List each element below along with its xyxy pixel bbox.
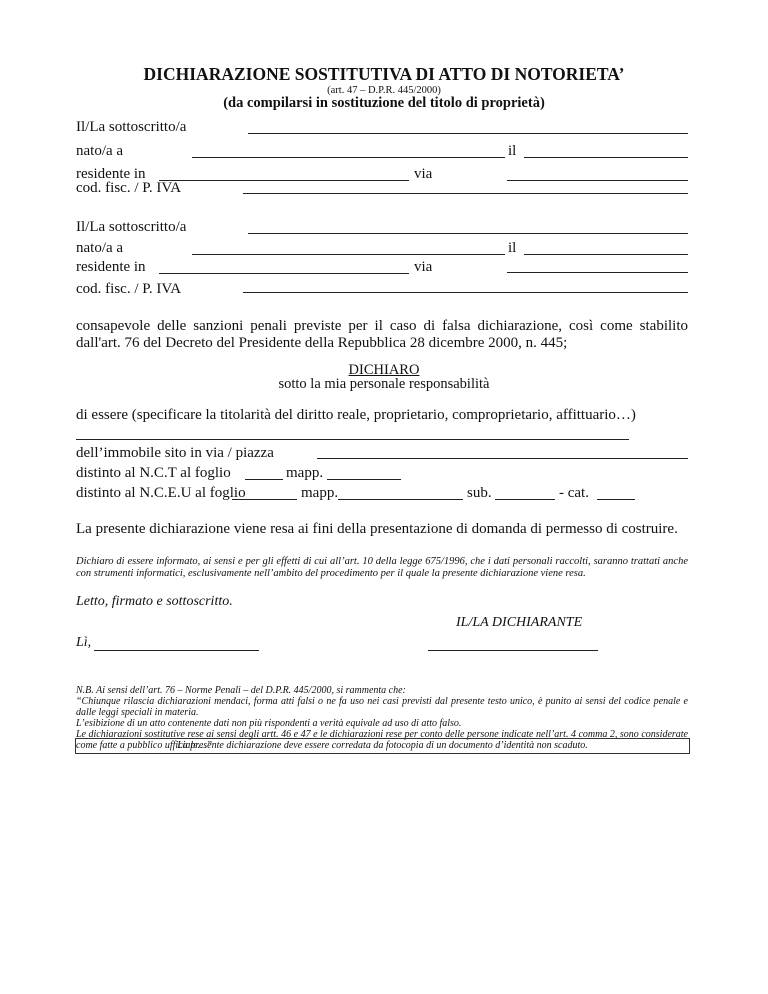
born-label: nato/a a — [76, 240, 124, 256]
name-field-line[interactable] — [248, 233, 688, 234]
street-label: via — [414, 166, 433, 182]
born-label: nato/a a — [76, 143, 124, 159]
name-field-line[interactable] — [248, 133, 688, 134]
id-document-notice-box: La presente dichiarazione deve essere corredata da fotocopia di un documento d’identità non scaduto. — [75, 738, 690, 754]
declarant-signature-label: IL/LA DICHIARANTE — [456, 615, 583, 630]
nct-label: distinto al N.C.T al foglio — [76, 465, 231, 481]
nct-sheet-field-line[interactable] — [245, 479, 283, 480]
signed-label: Il/La sottoscritto/a — [76, 219, 187, 235]
note-line-2: “Chiunque rilascia dichiarazioni mendaci, forma atti falsi o ne fa uso nei casi previsti dal presente testo unico, è punito ai sensi del codice penale e dalle leggi speciali in materia. — [76, 696, 688, 718]
note-line-4: Le dichiarazioni sostitutive rese ai sensi degli artt. 46 e 47 e le dichiarazioni rese per conto delle persone indicate nell’art. 4 comma 2, sono considerate come fatte a pubblico ufficiale…” — [76, 729, 688, 751]
tax-label: cod. fisc. / P. IVA — [76, 281, 182, 297]
place-date-field-line[interactable] — [94, 650, 259, 651]
note-line-3: L’esibizione di un atto contenente dati non più rispondenti a verità equivale ad uso di atto falso. — [76, 718, 462, 729]
residence-field-line[interactable] — [159, 180, 409, 181]
ownership-field-line[interactable] — [76, 439, 629, 440]
law-reference: (art. 47 – D.P.R. 445/2000) — [327, 85, 441, 96]
nceu-label: distinto al N.C.E.U al foglio — [76, 485, 246, 501]
read-signed-text: Letto, firmato e sottoscritto. — [76, 594, 233, 609]
sub-label: sub. — [467, 485, 492, 501]
document-subtitle: (da compilarsi in sostituzione del titolo di proprietà) — [223, 95, 545, 111]
declare-subheading: sotto la mia personale responsabilità — [278, 376, 490, 392]
birthplace-field-line[interactable] — [192, 254, 505, 255]
nct-mapp-field-line[interactable] — [327, 479, 401, 480]
signed-label: Il/La sottoscritto/a — [76, 119, 187, 135]
place-label: Lì, — [76, 635, 92, 650]
birthdate-field-line[interactable] — [524, 254, 688, 255]
address-field-line[interactable] — [317, 458, 688, 459]
signature-field-line[interactable] — [428, 650, 598, 651]
tax-field-line[interactable] — [243, 193, 688, 194]
birthdate-field-line[interactable] — [524, 157, 688, 158]
privacy-notice: Dichiaro di essere informato, ai sensi e per gli effetti di cui all’art. 10 della legge 675/1996, che i dati personali raccolti, saranno trattati anche con strumenti informatici, esclusivamente nell’ambito del procedimento per il quale la presente dichiarazione viene resa. — [76, 556, 688, 579]
nceu-mapp-label: mapp. — [301, 485, 339, 501]
note-line-1: N.B. Ai sensi dell’art. 76 – Norme Penali – del D.P.R. 445/2000, si rammenta che: — [76, 685, 406, 696]
street-label: via — [414, 259, 433, 275]
tax-label: cod. fisc. / P. IVA — [76, 180, 182, 196]
nceu-mapp-field-line[interactable] — [338, 499, 463, 500]
residence-field-line[interactable] — [159, 273, 409, 274]
ownership-text: di essere (specificare la titolarità del diritto reale, proprietario, comproprietario, affittuario…) — [76, 407, 636, 423]
date-label: il — [508, 143, 517, 159]
purpose-text: La presente dichiarazione viene resa ai fini della presentazione di domanda di permesso di costruire. — [76, 521, 678, 537]
nceu-sheet-field-line[interactable] — [232, 499, 297, 500]
street-field-line[interactable] — [507, 180, 688, 181]
declare-heading: DICHIARO — [348, 362, 420, 378]
cat-label: - cat. — [559, 485, 589, 501]
cat-field-line[interactable] — [597, 499, 635, 500]
sub-field-line[interactable] — [495, 499, 555, 500]
tax-field-line[interactable] — [243, 292, 688, 293]
awareness-paragraph: consapevole delle sanzioni penali previste per il caso di falsa dichiarazione, così come stabilito dall'art. 76 del Decreto del Presidente della Repubblica 28 dicembre 2000, n. 445; — [76, 318, 688, 351]
birthplace-field-line[interactable] — [192, 157, 505, 158]
residence-label: residente in — [76, 259, 146, 275]
street-field-line[interactable] — [507, 272, 688, 273]
document-title: DICHIARAZIONE SOSTITUTIVA DI ATTO DI NOTORIETA’ — [143, 64, 625, 84]
date-label: il — [508, 240, 517, 256]
nct-mapp-label: mapp. — [286, 465, 324, 481]
located-label: dell’immobile sito in via / piazza — [76, 445, 274, 461]
residence-label: residente in — [76, 166, 146, 182]
